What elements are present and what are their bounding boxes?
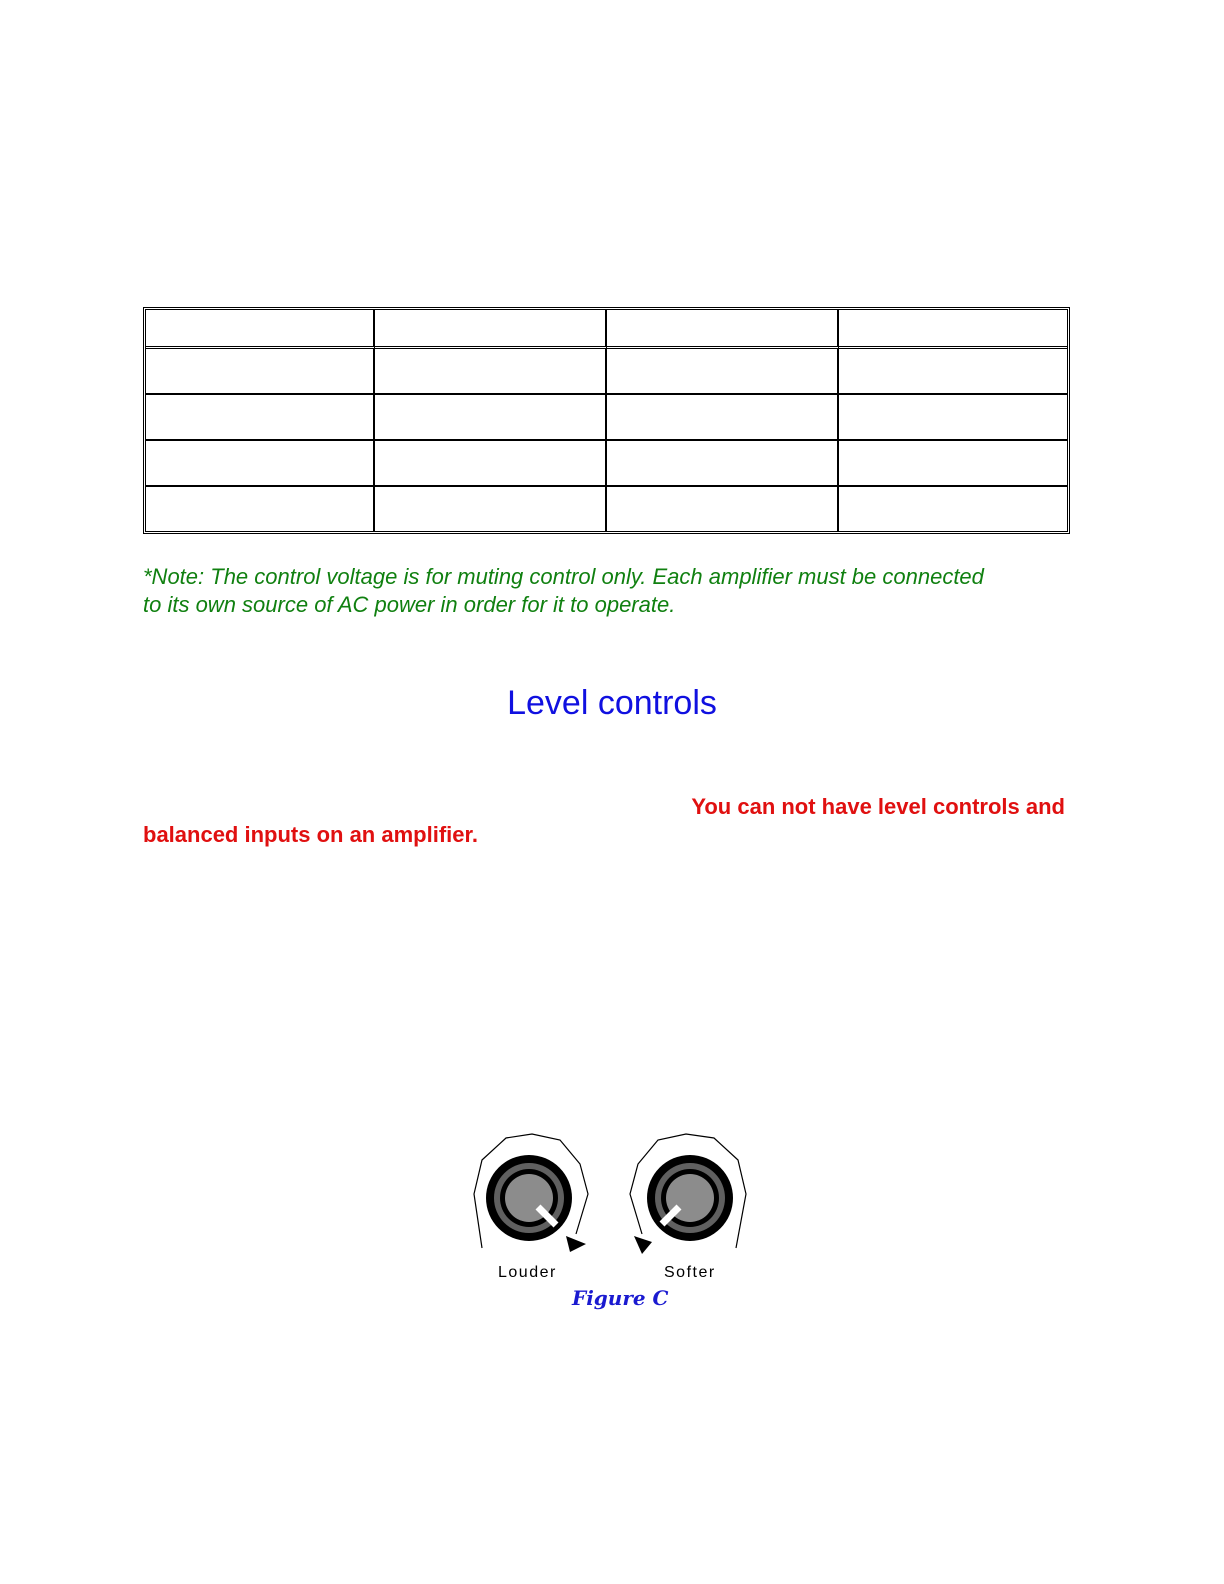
- arrow-clockwise-icon: [566, 1236, 586, 1252]
- spec-table: [143, 307, 1070, 534]
- note-line: *Note: The control voltage is for muting control only. Each amplifier must be connected: [143, 564, 984, 589]
- table-cell: [839, 349, 1067, 395]
- figure-c: [466, 1128, 756, 1318]
- table-cell: [146, 395, 375, 441]
- table-cell: [839, 310, 1067, 349]
- softer-label: Softer: [664, 1264, 716, 1281]
- table-cell: [375, 349, 607, 395]
- table-row: [146, 349, 1067, 395]
- louder-label: Louder: [498, 1264, 557, 1281]
- table-cell: [607, 310, 839, 349]
- table-cell: [375, 487, 607, 531]
- table-cell: [146, 487, 375, 531]
- warning-line: balanced inputs on an amplifier.: [143, 822, 478, 847]
- table-cell: [146, 310, 375, 349]
- arrow-counterclockwise-icon: [634, 1236, 652, 1254]
- table-cell: [375, 441, 607, 487]
- table-cell: [146, 441, 375, 487]
- table-cell: [375, 310, 607, 349]
- muting-note: [143, 563, 1073, 619]
- table-row: [146, 441, 1067, 487]
- table-cell: [839, 487, 1067, 531]
- table-cell: [607, 349, 839, 395]
- table-cell: [839, 441, 1067, 487]
- table-cell: [146, 349, 375, 395]
- warning-line: You can not have level controls and: [691, 794, 1065, 819]
- table-cell: [607, 395, 839, 441]
- table-row: [146, 487, 1067, 531]
- softer-knob: [630, 1134, 746, 1254]
- table-cell: [607, 441, 839, 487]
- warning-text: [143, 793, 1065, 849]
- table-cell: [839, 395, 1067, 441]
- louder-knob: [474, 1134, 588, 1252]
- figure-caption: Figure C: [572, 1286, 669, 1310]
- table-cell: [607, 487, 839, 531]
- table-header-row: [146, 310, 1067, 349]
- table-cell: [375, 395, 607, 441]
- section-heading: Level controls: [507, 684, 717, 722]
- note-line: to its own source of AC power in order for it to operate.: [143, 592, 676, 617]
- table-row: [146, 395, 1067, 441]
